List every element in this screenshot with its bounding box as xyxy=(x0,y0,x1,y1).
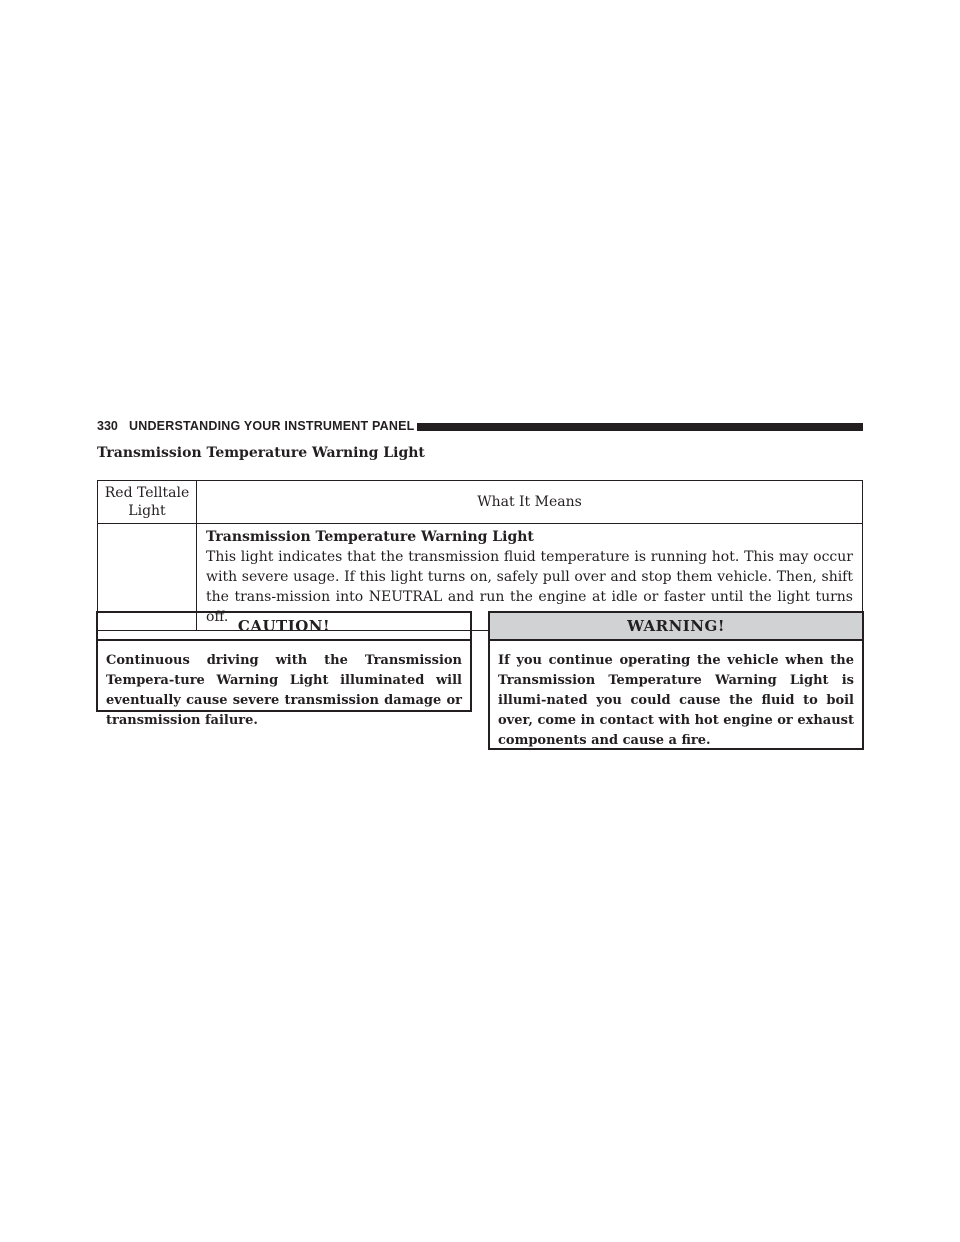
row-description: This light indicates that the transmission fluid temperature is running hot. This may occur with severe usage. If this light turns on, safely pull over and stop them vehicle. Then, shift the trans-mission into NEUTRAL and run the engine at idle or faster until the light turns off. xyxy=(206,549,853,625)
caution-box xyxy=(96,611,472,728)
table-header-row xyxy=(98,481,863,524)
page-header xyxy=(97,418,863,434)
telltale-table xyxy=(97,480,863,631)
header-rule xyxy=(417,423,863,431)
col-header-telltale: Red Telltale Light xyxy=(98,481,197,524)
section-subtitle: Transmission Temperature Warning Light xyxy=(97,445,425,461)
warning-text: If you continue operating the vehicle when the Transmission Temperature Warning Light is illumi-nated you could cause the fluid to boil over, come in contact with hot engine or exhaust components and cause a fire. xyxy=(498,653,854,748)
caution-title: CAUTION! xyxy=(98,613,470,641)
caution-text: Continuous driving with the Transmission Tempera-ture Warning Light illuminated will eventually cause severe transmission damage or transmission failure. xyxy=(106,653,462,728)
col-header-meaning: What It Means xyxy=(197,481,863,524)
warning-title: WARNING! xyxy=(490,613,862,641)
row-title: Transmission Temperature Warning Light xyxy=(206,529,534,545)
section-title: UNDERSTANDING YOUR INSTRUMENT PANEL xyxy=(129,419,415,433)
warning-box xyxy=(488,611,864,750)
page-number: 330 xyxy=(97,419,118,433)
